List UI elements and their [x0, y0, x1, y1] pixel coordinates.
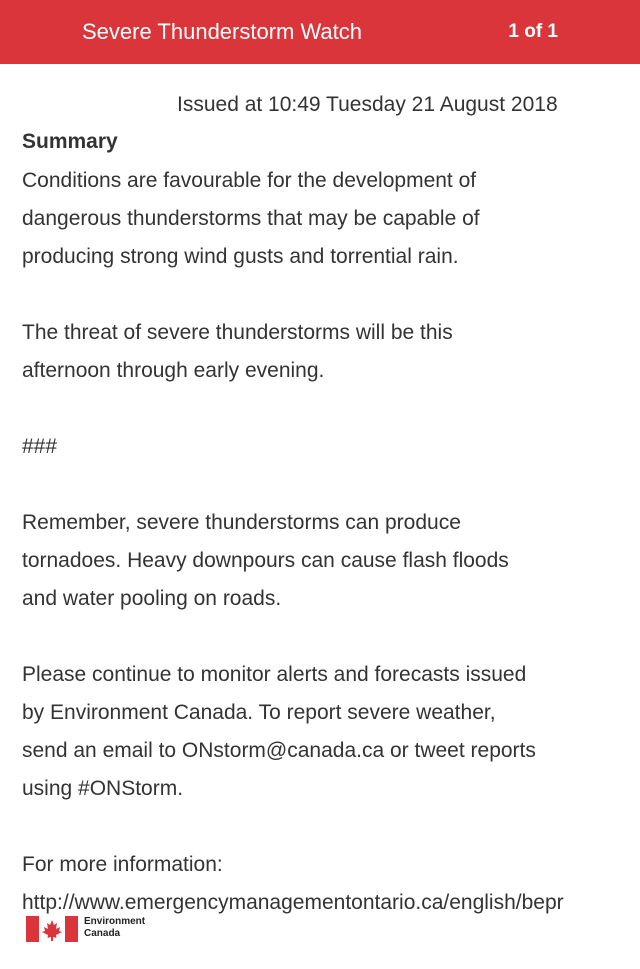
issued-timestamp: Issued at 10:49 Tuesday 21 August 2018	[177, 93, 558, 116]
text-line: Remember, severe thunderstorms can produce	[22, 511, 461, 534]
alert-title: Severe Thunderstorm Watch	[82, 19, 363, 44]
canada-flag-icon	[26, 916, 78, 942]
text-line: Conditions are favourable for the development of	[22, 169, 477, 192]
paragraph-threat	[22, 314, 640, 390]
summary-heading: Summary	[22, 130, 118, 153]
paragraph-spacer	[22, 276, 640, 314]
environment-canada-logo	[26, 914, 166, 944]
paragraph-monitor	[22, 656, 640, 808]
text-line: The threat of severe thunderstorms will be this	[22, 321, 453, 344]
text-line: dangerous thunderstorms that may be capable of	[22, 207, 480, 230]
text-line: using #ONStorm.	[22, 777, 184, 800]
paragraph-more-info	[22, 846, 640, 922]
text-line: tornadoes. Heavy downpours can cause flash floods	[22, 549, 509, 572]
logo-wordmark	[84, 916, 145, 940]
logo-line-canada: Canada	[84, 928, 121, 939]
paragraph-spacer	[22, 808, 640, 846]
paragraph-spacer	[22, 618, 640, 656]
text-line: For more information:	[22, 853, 223, 876]
paragraph-spacer	[22, 390, 640, 428]
paragraph-conditions	[22, 162, 640, 276]
alert-body[interactable]	[22, 86, 640, 969]
text-line: and water pooling on roads.	[22, 587, 282, 610]
text-line: producing strong wind gusts and torrential rain.	[22, 245, 459, 268]
alert-header-bar	[0, 0, 640, 64]
text-line: send an email to ONstorm@canada.ca or tweet reports	[22, 739, 536, 762]
paragraph-spacer	[22, 466, 640, 504]
text-line: by Environment Canada. To report severe weather,	[22, 701, 496, 724]
text-line: ###	[22, 435, 58, 458]
text-line: afternoon through early evening.	[22, 359, 325, 382]
more-info-link[interactable]: http://www.emergencymanagementontario.ca/english/bepr	[22, 891, 564, 914]
alert-pager[interactable]: 1 of 1	[508, 21, 558, 42]
paragraph-separator	[22, 428, 640, 466]
logo-line-environment: Environment	[84, 916, 146, 927]
text-line: Please continue to monitor alerts and forecasts issued	[22, 663, 527, 686]
paragraph-remember	[22, 504, 640, 618]
